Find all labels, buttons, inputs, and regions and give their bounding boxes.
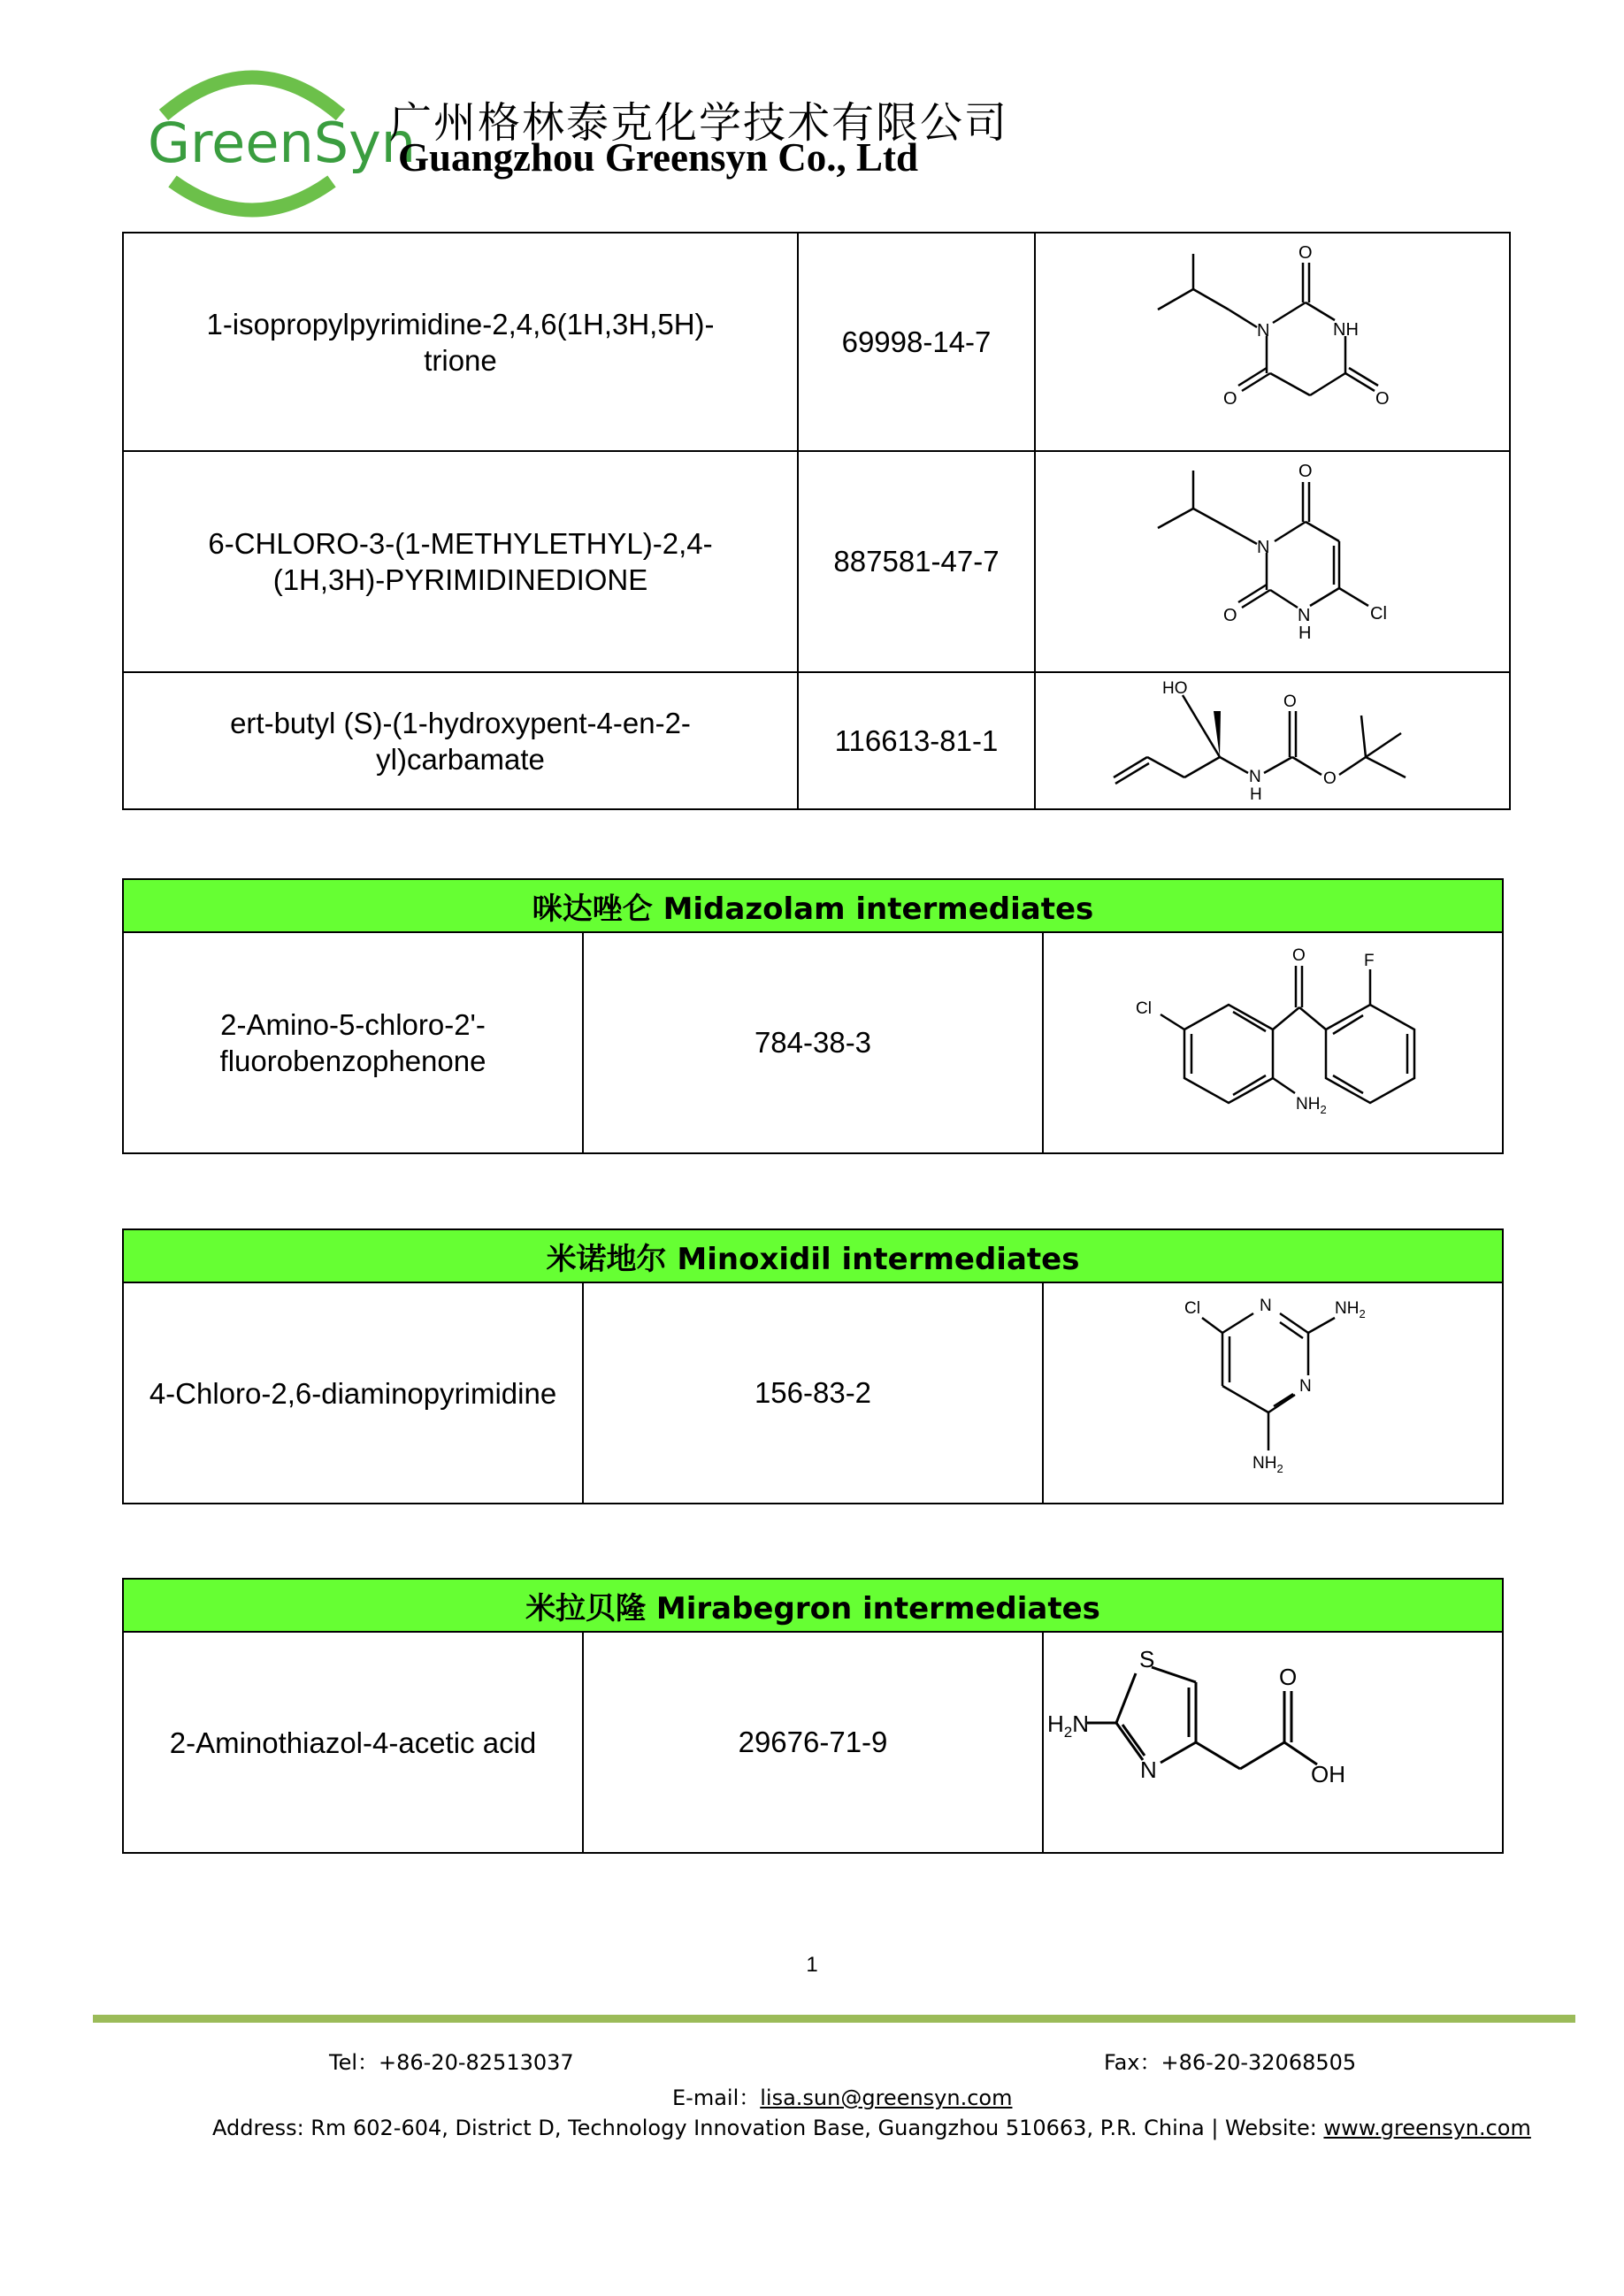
structure-cell (1035, 672, 1510, 809)
product-name: 2-Amino-5-chloro-2'- fluorobenzophenone (123, 932, 583, 1153)
atom-N: N (1260, 1297, 1272, 1315)
structure-isopropylbarbituric-acid (1105, 241, 1441, 444)
footer-email-line (672, 2080, 1012, 2111)
cas-number: 29676-71-9 (583, 1632, 1043, 1853)
atom-Cl: Cl (1136, 999, 1152, 1018)
section-header (123, 879, 1503, 932)
logo-text: GreenSyn (148, 111, 417, 175)
atom-N: N (1297, 606, 1310, 625)
cas-number: 69998-14-7 (798, 233, 1035, 451)
footer-divider (93, 2015, 1575, 2023)
cas-number: 156-83-2 (583, 1282, 1043, 1504)
atom-H: H (1298, 624, 1311, 643)
structure-cell (1035, 233, 1510, 451)
product-name: 4-Chloro-2,6-diaminopyrimidine (123, 1282, 583, 1504)
address-text: Address: Rm 602-604, District D, Technology Innovation Base, Guangzhou 510663, P.R. China | Website: (212, 2116, 1324, 2140)
atom-F: F (1364, 952, 1375, 970)
footer-fax: Fax：+86-20-32068505 (1104, 2050, 1357, 2075)
atom-S: S (1139, 1646, 1155, 1672)
structure-chloro-diaminopyrimidine (1122, 1287, 1423, 1499)
section-minoxidil (122, 1228, 1504, 1504)
atom-H2N: $H_2N$ (1047, 1711, 1090, 1741)
atom-N: N (1299, 1377, 1312, 1396)
table-row (123, 233, 1510, 451)
product-name: 6-CHLORO-3-(1-METHYLETHYL)-2,4- (1H,3H)-PYRIMIDINEDIONE (123, 451, 798, 672)
company-name-en: Guangzhou Greensyn Co., Ltd (398, 135, 919, 180)
table-row (123, 1632, 1503, 1853)
table-row (123, 1282, 1503, 1504)
atom-O: O (1375, 388, 1390, 409)
atom-O: O (1222, 388, 1237, 409)
structure-boc-amino-pentenol (1096, 676, 1450, 807)
structure-amino-chloro-fluorobenzophenone (1087, 941, 1459, 1144)
structure-cell (1043, 1632, 1503, 1853)
product-name: 1-isopropylpyrimidine-2,4,6(1H,3H,5H)- trione (123, 233, 798, 451)
atom-NH: NH (1332, 319, 1359, 340)
table-row (123, 451, 1510, 672)
atom-N: N (1256, 320, 1269, 341)
atom-O: O (1298, 242, 1313, 263)
atom-O: O (1322, 769, 1337, 788)
footer-tel: Tel：+86-20-82513037 (329, 2050, 574, 2075)
product-table-1 (122, 232, 1511, 810)
atom-NH2: $NH_2$ (1296, 1095, 1327, 1116)
footer-address-line (212, 2116, 1531, 2140)
atom-N: N (1248, 767, 1261, 786)
section-mirabegron (122, 1578, 1504, 1854)
company-name-cn: 广州格林泰克化学技术有限公司 (389, 98, 1009, 148)
atom-HO: HO (1161, 678, 1187, 698)
atom-O: O (1222, 606, 1237, 625)
product-name: 2-Aminothiazol-4-acetic acid (123, 1632, 583, 1853)
section-midazolam (122, 878, 1504, 1154)
email-label: E-mail： (672, 2086, 761, 2110)
atom-N: N (1140, 1756, 1157, 1783)
section-header (123, 1579, 1503, 1632)
table-row (123, 932, 1503, 1153)
website-link[interactable]: www.greensyn.com (1323, 2116, 1531, 2140)
atom-H: H (1249, 784, 1262, 804)
section-header (123, 1229, 1503, 1282)
section-title: 咪达唑仑 Midazolam intermediates (123, 879, 1503, 932)
table-row (123, 672, 1510, 809)
atom-Cl: Cl (1184, 1299, 1200, 1318)
atom-NH2: $NH_2$ (1252, 1454, 1283, 1475)
greensyn-logo (137, 49, 417, 226)
structure-chloro-isopropyluracil (1105, 457, 1441, 666)
atom-N: N (1256, 538, 1269, 557)
atom-O: O (1279, 1664, 1298, 1690)
atom-Cl: Cl (1369, 604, 1387, 624)
atom-O: O (1298, 462, 1313, 481)
structure-cell (1043, 1282, 1503, 1504)
atom-NH2: $NH_2$ (1335, 1299, 1366, 1320)
atom-OH: OH (1311, 1761, 1345, 1787)
atom-O: O (1292, 946, 1306, 965)
section-title: 米诺地尔 Minoxidil intermediates (123, 1229, 1503, 1282)
structure-cell (1035, 451, 1510, 672)
cas-number: 784-38-3 (583, 932, 1043, 1153)
structure-aminothiazol-acetic-acid (1047, 1636, 1498, 1848)
cas-number: 116613-81-1 (798, 672, 1035, 809)
email-link[interactable]: lisa.sun@greensyn.com (760, 2086, 1013, 2110)
product-name: ert-butyl (S)-(1-hydroxypent-4-en-2- yl)carbamate (123, 672, 798, 809)
atom-O: O (1283, 692, 1297, 711)
structure-cell (1043, 932, 1503, 1153)
section-title: 米拉贝隆 Mirabegron intermediates (123, 1579, 1503, 1632)
cas-number: 887581-47-7 (798, 451, 1035, 672)
page-number: 1 (806, 1953, 818, 1977)
